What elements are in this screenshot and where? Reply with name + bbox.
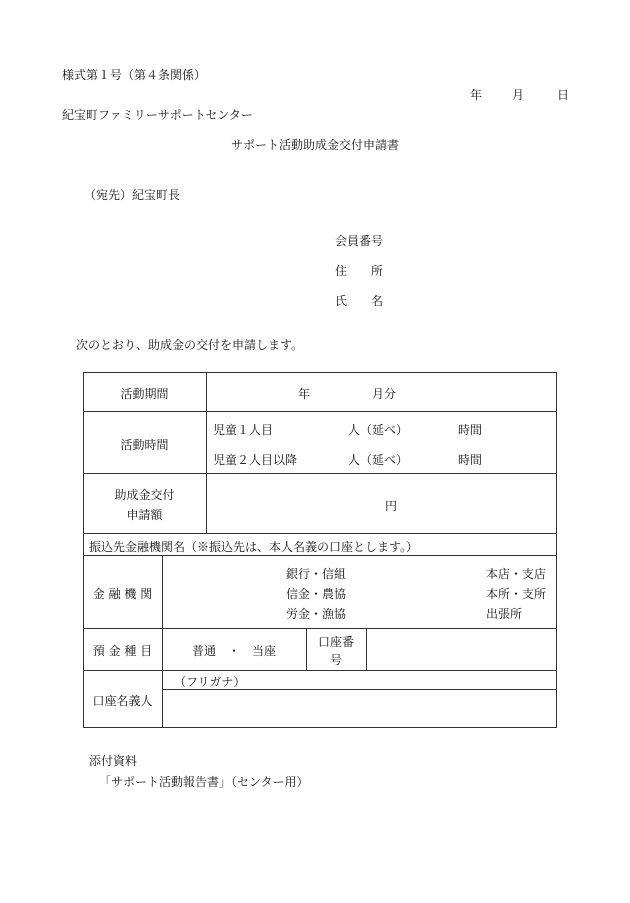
- table-divider: [366, 628, 367, 670]
- child-2-hours-unit: 時間: [458, 453, 483, 467]
- amount-label-2: 申請額: [126, 508, 163, 522]
- date-day: 日: [557, 88, 570, 102]
- table-divider: [83, 473, 557, 474]
- child-2-persons-unit: 人（延べ）: [348, 453, 409, 467]
- branch-type-2: 本所・支所: [486, 587, 547, 601]
- table-divider: [83, 670, 557, 671]
- activity-period-label: 活動期間: [120, 387, 169, 401]
- child-1-persons-unit: 人（延べ）: [348, 423, 409, 437]
- attachment-item: 「サポート活動報告書」（センター用）: [99, 775, 309, 789]
- name-label-1: 氏: [335, 294, 348, 308]
- address-label-2: 所: [371, 264, 384, 278]
- child-1-label: 児童１人目: [213, 423, 274, 437]
- deposit-options: 普通 ・ 当座: [191, 644, 276, 658]
- date-month: 月: [512, 88, 525, 102]
- form-number: 様式第１号（第４条関係）: [62, 68, 207, 82]
- bank-type-1: 銀行・信組: [286, 567, 347, 581]
- intro-text: 次のとおり、助成金の交付を申請します。: [76, 338, 304, 352]
- child-1-hours-unit: 時間: [458, 423, 483, 437]
- bank-type-3: 労金・漁協: [286, 607, 347, 621]
- table-divider: [83, 411, 557, 412]
- document-title: サポート活動助成金交付申請書: [231, 138, 400, 152]
- deposit-type-label: 預 金 種 目: [92, 644, 153, 658]
- period-year: 年: [298, 387, 311, 401]
- addressee: （宛先）紀宝町長: [84, 188, 181, 202]
- table-divider: [83, 628, 557, 629]
- amount-unit: 円: [385, 499, 398, 513]
- bank-type-2: 信金・農協: [286, 587, 347, 601]
- branch-type-1: 本店・支店: [486, 567, 547, 581]
- address-label-1: 住: [335, 264, 348, 278]
- sender-name: 紀宝町ファミリーサポートセンター: [62, 108, 253, 122]
- branch-type-3: 出張所: [486, 607, 523, 621]
- account-number-label-2: 号: [329, 653, 342, 667]
- table-divider: [206, 372, 207, 533]
- table-divider: [83, 533, 557, 534]
- account-holder-label: 口座名義人: [92, 694, 153, 708]
- bank-header: 振込先金融機関名（※振込先は、本人名義の口座とします。）: [89, 540, 419, 554]
- child-2-label: 児童２人目以降: [213, 453, 298, 467]
- name-label-2: 名: [371, 294, 384, 308]
- attachments-label: 添付資料: [89, 754, 138, 768]
- furigana-label: （フリガナ）: [174, 675, 246, 689]
- date-year: 年: [470, 88, 483, 102]
- period-month: 月分: [372, 387, 397, 401]
- amount-label-1: 助成金交付: [114, 488, 175, 502]
- account-number-label-1: 口座番: [317, 635, 354, 649]
- member-number-label: 会員番号: [335, 234, 384, 248]
- activity-hours-label: 活動時間: [120, 438, 169, 452]
- financial-institution-label: 金 融 機 関: [92, 587, 153, 601]
- table-divider: [83, 555, 557, 556]
